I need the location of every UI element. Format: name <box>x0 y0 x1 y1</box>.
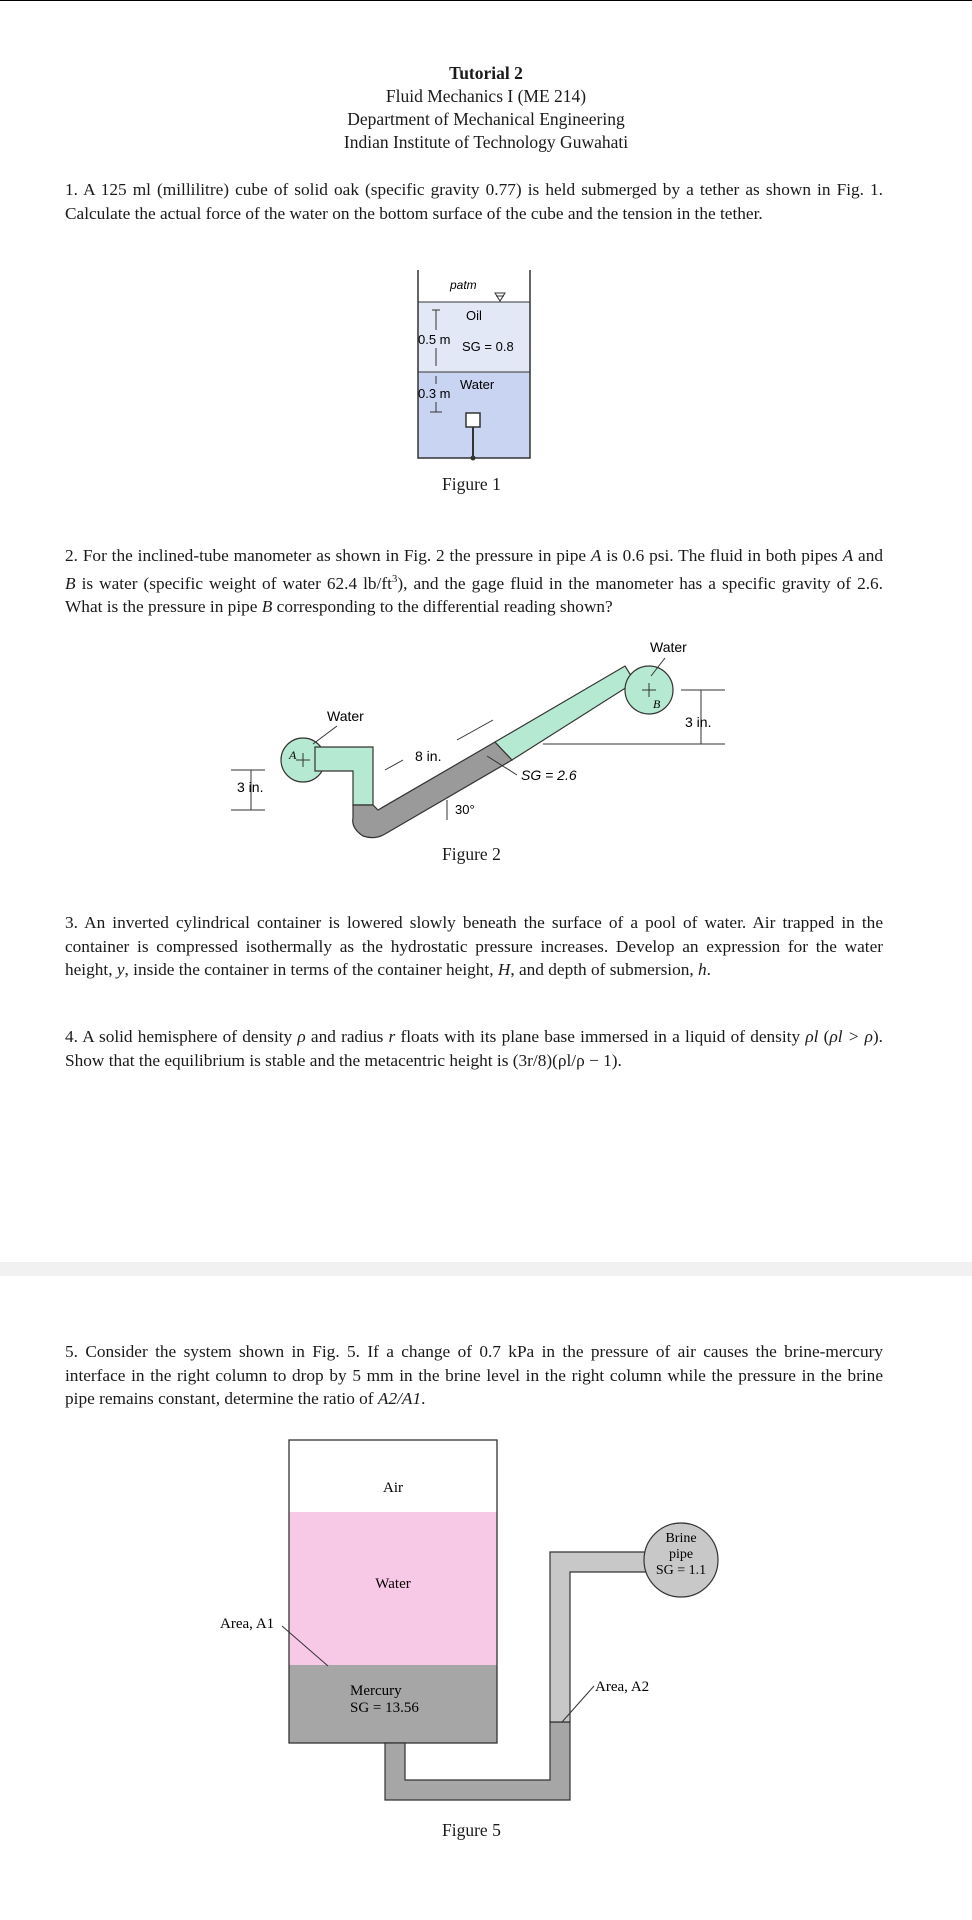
mercury-label: Mercury <box>350 1683 402 1699</box>
top-border-line <box>0 0 972 1</box>
problem-2-text: 2. For the inclined-tube manometer as shown in Fig. 2 the pressure in pipe A is 0.6 psi. The fluid in both pipes A and B is water (specific weight of water 62.4 $lb/ft^3$), and the gage fluid in the manometer has a specific gravity of 2.6. What is the pressure in pipe B corresponding to the differential reading shown? <box>65 546 883 616</box>
left-water-tube <box>315 747 373 805</box>
inclined-water-tube <box>495 666 635 760</box>
water-left-label: Water <box>327 708 364 724</box>
problem-3-text: 3. An inverted cylindrical container is lowered slowly beneath the surface of a pool of water. Air trapped in the container is compressed isothermally as the hydrostatic pressure increases. Develop an expression for the water height, y, inside the container in terms of the container height, H, and depth of submersion, h. <box>65 913 883 979</box>
department-name: Department of Mechanical Engineering <box>347 109 625 129</box>
oil-label: Oil <box>466 308 482 323</box>
dim-right-3in-label: 3 in. <box>685 714 712 730</box>
water-label: Water <box>460 377 495 392</box>
dim-0-5m-label: 0.5 m <box>418 332 451 347</box>
figure-2-caption: Figure 2 <box>442 844 501 864</box>
water-right-label: Water <box>650 639 687 655</box>
area-a1-label: Area, A1 <box>220 1616 275 1632</box>
water-label: Water <box>375 1576 411 1592</box>
course-name: Fluid Mechanics I (ME 214) <box>385 86 587 106</box>
problem-1-text: 1. A 125 ml (millilitre) cube of solid oak (specific gravity 0.77) is held submerged by a tether as shown in Fig. 1. Calculate the actual force of the water on the bottom surface of the cube and the tension in the tether. <box>65 180 883 223</box>
dim-0-3m-label: 0.3 m <box>418 386 451 401</box>
dim-left-3in-label: 3 in. <box>237 779 264 795</box>
figure-5 <box>210 1430 750 1810</box>
problem-4-text: 4. A solid hemisphere of density ρ and radius r floats with its plane base immersed in a liquid of density ρl (ρl > ρ). Show that the equilibrium is stable and the metacentric height is (3r/8)(ρl/ρ − 1). <box>65 1027 883 1070</box>
air-region <box>289 1440 497 1512</box>
area-a2-label: Area, A2 <box>595 1679 650 1695</box>
dim-8in-arrow <box>457 720 493 740</box>
document-header <box>0 62 972 154</box>
free-surface-symbol <box>495 293 505 301</box>
air-label: Air <box>383 1480 403 1496</box>
angle-label: 30° <box>455 802 475 817</box>
page-break-band <box>0 1262 972 1276</box>
institute-name: Indian Institute of Technology Guwahati <box>343 132 629 152</box>
figure-5-caption: Figure 5 <box>442 1820 501 1840</box>
tutorial-title: Tutorial 2 <box>449 63 523 83</box>
pipe-b-label: B <box>653 697 661 711</box>
brine-sg-label: SG = 1.1 <box>655 1563 707 1578</box>
oil-sg-label: SG = 0.8 <box>462 339 514 354</box>
pipe-a-label: A <box>289 748 297 762</box>
figure-2 <box>225 630 745 870</box>
mercury-sg-label: SG = 13.56 <box>350 1700 419 1716</box>
brine-label-line2: pipe <box>668 1547 694 1562</box>
tether-anchor <box>471 456 476 461</box>
brine-label-line1: Brine <box>665 1531 697 1546</box>
oak-cube <box>466 413 480 427</box>
patm-label: patm <box>450 278 477 292</box>
gage-sg-label: SG = 2.6 <box>521 767 577 783</box>
figure-1-caption: Figure 1 <box>442 474 501 494</box>
right-column-brine <box>550 1552 648 1722</box>
problem-5-text: 5. Consider the system shown in Fig. 5. If a change of 0.7 kPa in the pressure of air causes the brine-mercury interface in the right column to drop by 5 mm in the brine level in the right column while the pressure in the brine pipe remains constant, determine the ratio of A2/A1. <box>65 1342 883 1408</box>
figure-1 <box>390 262 570 462</box>
dim-8in-label: 8 in. <box>415 748 442 764</box>
